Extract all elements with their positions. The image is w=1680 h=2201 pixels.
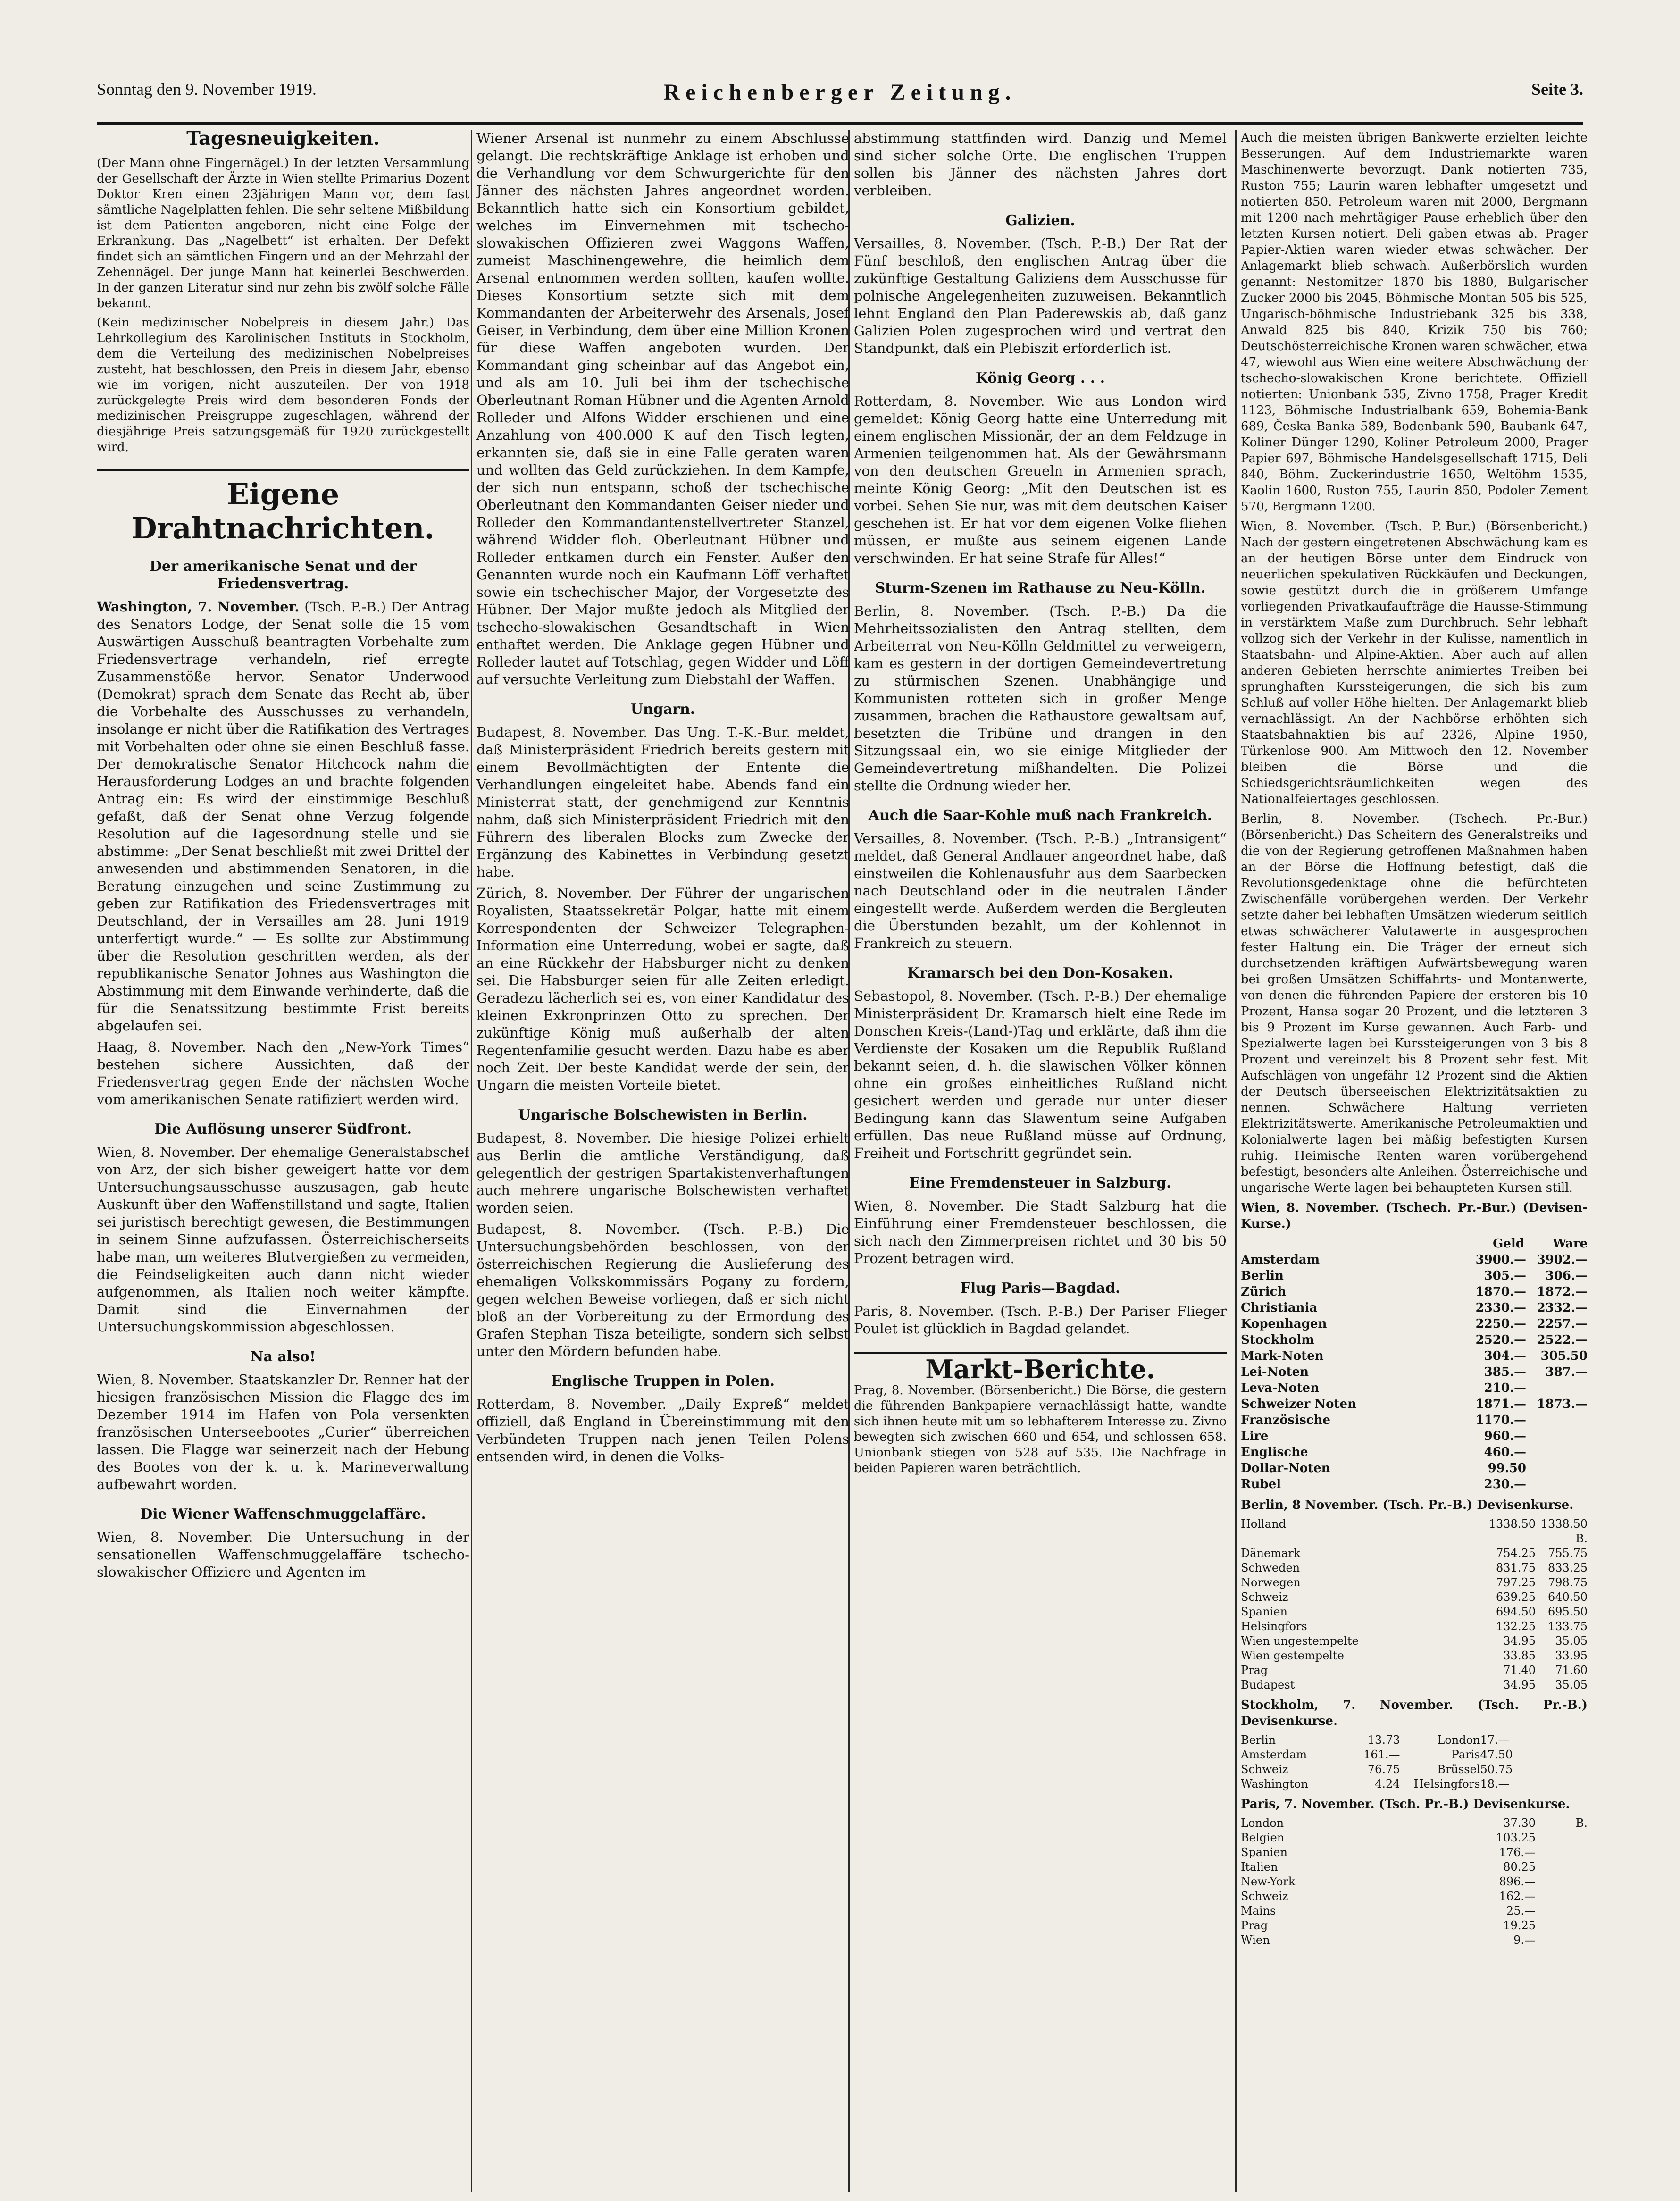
rate-value: 162.— [1499, 1890, 1536, 1903]
newspaper-title: Reichenberger Zeitung. [663, 80, 1017, 105]
rate-ware [1526, 1476, 1588, 1492]
rate-row [1241, 1933, 1588, 1948]
rates-header-geld: Geld [1493, 1237, 1524, 1251]
column-1 [97, 130, 469, 2187]
article-prag-boerse-cont: Auch die meisten übrigen Bankwerte erzielten leichte Besserungen. Auf dem Industriemarkte waren Maschinenwerte bevorzugt. Dank notierten 735, Ruston 755; Laurin waren lebhafter umgesetzt und notierten 850. Petroleum waren mit 2000, Bergmann mit 1200 nach mehrtägiger Pause erheblich über den letzten Kursen notiert. Deli gaben etwas ab. Prager Papier-Aktien waren wieder etwas schwächer. Der Anlagemarkt blieb schwach. Außerbörslich wurden genannt: Nestomitzer 1870 bis 1880, Bulgarischer Zucker 2000 bis 2045, Böhmische Montan 505 bis 525, Ungarisch-böhmische Industriebank 325 bis 338, Anwald 825 bis 840, Krizik 750 bis 760; Deutschösterreichische Kronen waren schwächer, etwa 47, wiewohl aus Wien eine weitere Abschwächung der tschecho-slowakischen Krone berichtete. Offiziell notierten: Unionbank 535, Zivno 1758, Prager Kredit 1123, Böhmische Industrialbank 659, Bohemia-Bank 689, Česka Banka 589, Bodenbank 590, Baubank 647, Koliner Dünger 1290, Koliner Petroleum 2000, Prager Papier 697, Böhmische Handelsgesellschaft 1715, Deli 840, Böhm. Zuckerindustrie 1650, Weltöhm 1535, Kaolin 1600, Ruston 755, Laurin 850, Podoler Zement 570, Bergmann 1200. [1241, 131, 1588, 514]
rate-row [1241, 1663, 1588, 1678]
headline-devisen-stockholm: Stockholm, 7. November. (Tsch. Pr.-B.) Devisenkurse. [1241, 1698, 1588, 1728]
article-suedfront: Wien, 8. November. Der ehemalige Generalstabschef von Arz, der sich bisher geweigert hatte vor dem Untersuchungsausschusse auszusagen, gab heute Auskunft über den Waffenstillstand und sagte, Italien sei juristisch berechtigt gewesen, die Bestimmungen in seinem Sinne aufzufassen. Österreichischerseits habe man, um weiteres Blutvergießen zu vermeiden, die Feindseligkeiten auch dann nicht wieder aufgenommen, als Italien noch weiter kämpfte. Damit sind die Einvernahmen der Untersuchungskommission abgeschlossen. [97, 1144, 469, 1335]
rate-value: 37.30 [1503, 1816, 1536, 1830]
rate-ware [1526, 1460, 1588, 1476]
article-ungarn: Budapest, 8. November. Das Ung. T.-K.-Bur. meldet, daß Ministerpräsident Friedrich bereits gestern mit einem Bevollmächtigten der Entente die Verhandlungen eingeleitet habe. Abends fand ein Ministerrat statt, der genehmigend zur Kenntnis nahm, daß sich Ministerpräsident Friedrich mit den Führern des liberalen Blocks zum Zwecke der Ergänzung des Kabinettes in Verbindung gesetzt habe. [476, 724, 849, 880]
rate-row [1241, 1476, 1588, 1492]
rate-row [1241, 1845, 1588, 1860]
headline-polen: Englische Truppen in Polen. [551, 1373, 775, 1389]
rate-value: 35.05 [1555, 1678, 1588, 1691]
rate-name: Englische [1241, 1445, 1308, 1459]
article-nobelpreis: (Kein medizinischer Nobelpreis in diesem Jahr.) Das Lehrkollegium des Karolinischen Instituts in Stockholm, dem die Verteilung des medizinischen Nobelpreises zusteht, hat beschlossen, den Preis in diesem Jahr, ebenso wie im vorigen, nicht auszuteilen. Der von 1918 zurückgelegte Preis wird dem besonderen Fonds der medizinischen Preisgruppe zugeschlagen, während der diesjährige Preis satzungsgemäß für 1920 zurückgestellt wird. [97, 316, 469, 454]
headline-suedfront: Die Auflösung unserer Südfront. [154, 1121, 412, 1138]
rate-name: Spanien [1241, 1605, 1287, 1618]
rate-value: B. [1575, 1816, 1588, 1830]
rate-row [1241, 1831, 1588, 1845]
rate-name: Wien [1241, 1933, 1270, 1947]
issue-date: Sonntag den 9. November 1919. [97, 80, 317, 99]
rate-row [1241, 1412, 1588, 1428]
rate-name: Helsingfors [1413, 1777, 1480, 1791]
rate-name: Dollar-Noten [1241, 1461, 1330, 1475]
rate-value: 18.— [1480, 1777, 1510, 1791]
rates-table-berlin [1241, 1517, 1588, 1692]
rate-row [1241, 1380, 1588, 1396]
rate-value: 9.— [1513, 1933, 1536, 1947]
rate-geld: 2250.— [1475, 1317, 1526, 1331]
rate-row [1241, 1284, 1588, 1300]
rate-row [1241, 1460, 1588, 1476]
rate-geld: 99.50 [1488, 1461, 1526, 1475]
article-saar-kohle: Versailles, 8. November. (Tsch. P.-B.) „Intransigent“ meldet, daß General Andlauer angeordnet habe, daß einstweilen die Kohlenausfuhr aus dem Saarbecken nach Deutschland oder in die neutralen Länder eingestellt werde. Außerdem werden die Bergleuten die Überstunden bezahlt, um der Kohlennot in Frankreich zu steuern. [854, 830, 1227, 951]
section-heading-markt-berichte: Markt-Berichte. [854, 1352, 1227, 1378]
article-kramarsch: Sebastopol, 8. November. (Tsch. P.-B.) Der ehemalige Ministerpräsident Dr. Kramarsch hielt eine Rede im Donschen Kreis-(Land-)Tag und erklärte, daß ihm die Verdienste der Kosaken um die Republik Rußland bekannt seien, d. h. die slawischen Völker können ohne ein großes einheitliches Rußland nicht gesichert werden und gerade nur unter dieser Bedingung kann das Slawentum seine Aufgaben erfüllen. Das neue Rußland müsse auf Ordnung, Freiheit und Fortschritt gegründet sein. [854, 988, 1227, 1161]
headline-koenig-georg: König Georg . . . [975, 370, 1105, 386]
rate-row [1241, 1875, 1588, 1889]
rate-row [1241, 1777, 1588, 1791]
rate-ware: 1873.— [1537, 1397, 1588, 1411]
column-4 [1241, 130, 1588, 2187]
rate-name: Zürich [1241, 1285, 1287, 1299]
article-polen-cont: abstimmung stattfinden wird. Danzig und Memel sind sicher solche Orte. Die englischen Truppen sollen bis Jänner des nächsten Jahres dort verbleiben. [854, 130, 1227, 199]
rate-row [1241, 1268, 1588, 1284]
rate-row [1241, 1748, 1588, 1762]
rate-value: 17.— [1480, 1733, 1510, 1747]
rate-value: 695.50 [1548, 1605, 1588, 1618]
article-polen: Rotterdam, 8. November. „Daily Expreß“ meldet offiziell, daß England in Übereinstimmung mit den Verbündeten Truppen nach jenen Teilen Polens entsenden wird, in denen die Volks- [476, 1396, 849, 1465]
rate-value: 639.25 [1496, 1590, 1536, 1604]
headline-waffenschmuggel: Die Wiener Waffenschmuggelaffäre. [140, 1506, 426, 1523]
article-flug: Paris, 8. November. (Tsch. P.-B.) Der Pariser Flieger Poulet ist glücklich in Bagdad gelandet. [854, 1303, 1227, 1337]
rate-name: Kopenhagen [1241, 1317, 1327, 1331]
rate-geld: 230.— [1484, 1477, 1526, 1491]
column-2 [476, 130, 849, 2187]
rate-value: 831.75 [1496, 1561, 1536, 1574]
rate-name: Berlin [1241, 1269, 1284, 1283]
rate-name: London [1241, 1816, 1284, 1830]
rate-name: Budapest [1241, 1678, 1295, 1691]
rate-name: Prag [1241, 1664, 1268, 1677]
rates-table-stockholm [1241, 1733, 1588, 1791]
rate-row [1241, 1619, 1588, 1634]
rate-name: London [1437, 1733, 1480, 1747]
rate-row [1241, 1904, 1588, 1918]
rate-name: Schweiz [1241, 1590, 1288, 1604]
rate-value [1536, 1831, 1588, 1845]
article-waffenschmuggel: Wien, 8. November. Die Untersuchung in der sensationellen Waffenschmuggelaffäre tschecho-slowakischer Offiziere und Agenten im [97, 1529, 469, 1580]
headline-senat: Der amerikanische Senat und der Friedensvertrag. [150, 558, 417, 592]
rate-geld: 1871.— [1475, 1397, 1526, 1411]
headline-kramarsch: Kramarsch bei den Don-Kosaken. [907, 965, 1174, 981]
article-koenig-georg: Rotterdam, 8. November. Wie aus London wird gemeldet: König Georg hatte eine Unterredung mit einem englischen Missionär, der an dem Feldzuge in Armenien teilgenommen hat. Als der Gewährsmann von den deutschen Greueln in Armenien sprach, meinte König Georg: „Mit den Deutschen ist es vorbei. Sehen Sie nur, was mit dem deutschen Kaiser geschehen ist. Er hat vor dem eigenen Volke fliehen müssen, er mußte aus seinem eigenen Lande verschwinden. Er hat seine Strafe für Alles!“ [854, 393, 1227, 566]
rate-ware [1526, 1380, 1588, 1396]
rate-row [1241, 1762, 1588, 1777]
rate-ware: 306.— [1545, 1269, 1588, 1283]
rate-value [1536, 1860, 1588, 1875]
rates-header-ware: Ware [1552, 1237, 1588, 1251]
rate-value: 25.— [1506, 1904, 1536, 1917]
article-haag: Haag, 8. November. Nach den „New-York Times“ bestehen sichere Aussichten, daß der Friedensvertrag gegen Ende der nächsten Woche vom amerikanischen Senate ratifiziert werden wird. [97, 1039, 469, 1107]
rate-name: Schweiz [1241, 1890, 1288, 1903]
section-heading-tagesneuigkeiten: Tagesneuigkeiten. [186, 130, 380, 150]
headline-galizien: Galizien. [1005, 212, 1075, 229]
rate-value: 19.25 [1503, 1919, 1536, 1932]
rate-ware [1526, 1444, 1588, 1460]
rate-value: 132.25 [1496, 1620, 1536, 1633]
rate-name: Italien [1241, 1860, 1278, 1874]
rate-value: 161.— [1363, 1748, 1400, 1761]
headline-fremdensteuer: Eine Fremdensteuer in Salzburg. [909, 1175, 1171, 1191]
rate-row [1241, 1517, 1588, 1546]
article-zuerich: Zürich, 8. November. Der Führer der ungarischen Royalisten, Staatssekretär Polgar, hatte mit einem Korrespondenten der Schweizer Telegraphen-Information eine Unterredung, wobei er sagte, daß an eine Rückkehr der Habsburger nicht zu denken sei. Die Habsburger seien für alle Zeiten erledigt. Geradezu lächerlich sei es, von einer Kandidatur des kleinen Exkronprinzen Otto zu sprechen. Der zukünftige König muß außerhalb der alten Regentenfamilie gesucht werden. Dazu habe es aber noch Zeit. Der beste Kandidat werde der sein, der Ungarn die meisten Vorteile bietet. [476, 885, 849, 1093]
rate-name: Belgien [1241, 1831, 1285, 1844]
rate-name: Berlin [1241, 1733, 1276, 1747]
rate-value: 694.50 [1496, 1605, 1536, 1618]
headline-bolschewisten: Ungarische Bolschewisten in Berlin. [518, 1107, 808, 1123]
article-bolschewisten-2: Budapest, 8. November. (Tsch. P.-B.) Die Untersuchungsbehörden beschlossen, von der österreichischen Regierung die Auslieferung des ehemaligen Volkskommissärs Pogany zu fordern, gegen welchen Beweise vorliegen, daß er sich nicht bloß an der Vorbereitung zu der Ermordung des Grafen Stephan Tisza beteiligte, sondern sich selbst unter den Mördern befunden habe. [476, 1221, 849, 1359]
rate-row [1241, 1428, 1588, 1444]
rate-name: Schweden [1241, 1561, 1300, 1574]
rate-row [1241, 1649, 1588, 1663]
headline-saar-kohle: Auch die Saar-Kohle muß nach Frankreich. [868, 807, 1212, 824]
rate-value: 4.24 [1375, 1777, 1400, 1791]
rates-header [1241, 1236, 1588, 1252]
rate-name: Norwegen [1241, 1576, 1301, 1589]
rate-row [1241, 1316, 1588, 1332]
rate-value: 34.95 [1503, 1678, 1536, 1691]
rate-value [1536, 1918, 1588, 1933]
article-berlin-boerse: Berlin, 8. November. (Tschech. Pr.-Bur.) (Börsenbericht.) Das Scheitern des Generalstreiks und die von der Regierung getroffenen Maßnahmen haben an der Börse die Hoffnung befestigt, daß die Revolutionsgedenktage ohne die befürchteten Zwischenfälle vorübergehen werden. Der Verkehr setzte daher bei lebhaften Umsätzen wiederum seitlich etwas schwächerer Valutawerte in ausgesprochen fester Haltung ein. Die Träger der erneut sich durchsetzenden kräftigen Aufwärtsbewegung waren bei großen Umsätzen Schiffahrts- und Montanwerte, von denen die führenden Papiere der ersteren bis 10 Prozent, Hansa sogar 20 Prozent, und die letzteren 3 bis 9 Prozent im Kurse gewannen. Auch Farb- und Spezialwerte lagen bei Kurssteigerungen von 3 bis 8 Prozent und vereinzelt bis 8 Prozent sehr fest. Mit Aufschlägen von ungefähr 12 Prozent sind die Aktien der Deutsch überseeischen Elektrizitätsaktien zu nennen. Schwächere Haltung verrieten Elektrizitätswerte. Amerikanische Petroleumaktien und Kolonialwerte lagen bei mäßig befestigten Kursen ruhig. Heimische Renten waren vorübergehend befestigt, besonders alte Anleihen. Österreichische und ungarische Werte lagen bei behaupteten Kursen still. [1241, 812, 1588, 1195]
rate-name: Helsingfors [1241, 1620, 1307, 1633]
rate-name: Washington [1241, 1777, 1308, 1791]
rate-value: 50.75 [1480, 1763, 1513, 1776]
rate-row [1241, 1634, 1588, 1649]
rate-value: 71.60 [1555, 1664, 1588, 1677]
rate-geld: 2520.— [1475, 1333, 1526, 1347]
article-wien-boerse: Wien, 8. November. (Tsch. P.-Bur.) (Börsenbericht.) Nach der gestern eingetretenen Abschwächung kam es an der heutigen Börse unter dem Eindruck von neuerlichen spekulativen Rückkäufen und Deckungen, sowie gestützt durch die in größerem Umfange vorliegenden Privatkaufaufträge die Hausse-Stimmung in verstärktem Maße zum Durchbruch. Sehr lebhaft vollzog sich der Verkehr in der Kulisse, namentlich in Staatsbahn- und Alpine-Aktien. Aber auch auf allen anderen Gebieten herrschte animiertes Treiben bei sprunghaften Kurssteigerungen, die sich bis zum Schluß auf voller Höhe hielten. Der Anlagemarkt blieb vernachlässigt. An der Nachbörse erhöhten sich Staatsbahnaktien bis auf 2326, Alpine 1950, Türkenlose 900. Am Mittwoch den 12. November bleiben die Börse und die Schiedsgerichtsräumlichkeiten wegen des Nationalfeiertages geschlossen. [1241, 519, 1588, 806]
rate-name: Christiania [1241, 1301, 1318, 1315]
rate-name: Amsterdam [1241, 1748, 1307, 1761]
article-na-also: Wien, 8. November. Staatskanzler Dr. Renner hat der hiesigen französischen Mission die Flagge des im Dezember 1914 im Hafen von Pola versenkten französischen Unterseebootes „Curier“ überreichen lassen. Die Flagge war seinerzeit nach der Hebung des Bootes von der k. u. k. Marineverwaltung aufbewahrt worden. [97, 1372, 469, 1492]
rate-name: Wien ungestempelte [1241, 1634, 1359, 1648]
rate-ware [1526, 1428, 1588, 1444]
rate-ware: 387.— [1545, 1365, 1588, 1379]
article-neu-koelln: Berlin, 8. November. (Tsch. P.-B.) Da die Mehrheitssozialisten den Antrag stellten, dem Arbeiterrat von Neu-Kölln Geldmittel zu verweigern, kam es gestern in der dortigen Gemeindevertretung zu stürmischen Szenen. Unabhängige und Kommunisten rotteten sich in großer Menge zusammen, brachen die Rathaustore gewaltsam auf, besetzten die Tribüne und drangen in den Sitzungssaal ein, wo sie einige Mitglieder der Gemeindevertretung mißhandelten. Die Polizei stellte die Ordnung wieder her. [854, 603, 1227, 794]
rate-value [1536, 1904, 1588, 1918]
article-fingernaegel: (Der Mann ohne Fingernägel.) In der letzten Versammlung der Gesellschaft der Ärzte in Wien stellte Primarius Dozent Doktor Kren einen 23jährigen Mann vor, dem fast sämtliche Nagelplatten fehlen. Die sehr seltene Mißbildung ist dem Patienten angeboren, nicht eine Folge der Erkrankung. Das „Nagelbett“ ist erhalten. Der Defekt findet sich an sämtlichen Fingern und an der Mehrzahl der Zehennägel. Der junge Mann hat keinerlei Beschwerden. In der ganzen Literatur sind nur zehn bis zwölf solche Fälle bekannt. [97, 156, 469, 310]
rate-name: Leva-Noten [1241, 1381, 1320, 1395]
rate-name: Stockholm [1241, 1333, 1314, 1347]
rate-geld: 1170.— [1475, 1413, 1526, 1427]
headline-na-also: Na also! [250, 1348, 316, 1365]
rate-row [1241, 1561, 1588, 1575]
rate-value: 13.73 [1367, 1733, 1400, 1747]
rate-geld: 304.— [1484, 1349, 1526, 1363]
rate-geld: 3900.— [1475, 1253, 1526, 1267]
rate-value: 33.95 [1555, 1649, 1588, 1662]
rate-name: Schweiz [1241, 1763, 1288, 1776]
article-waffenschmuggel-cont: Wiener Arsenal ist nunmehr zu einem Abschlusse gelangt. Die rechtskräftige Anklage ist erhoben und die Verhandlung vor dem Schwurgerichte für den Jänner des nächsten Jahres angeordnet worden. Bekanntlich hatte sich ein Konsortium gebildet, welches im Einvernehmen mit tschecho-slowakischen Offizieren zwei Waggons Waffen, zumeist Maschinengewehre, die heimlich dem Arsenal entnommen werden sollten, kaufen wollte. Dieses Konsortium setzte sich mit dem Kommandanten der Arbeiterwehr des Arsenals, Josef Geiser, in Verbindung, dem über eine Million Kronen für diese Waffen angeboten wurden. Der Kommandant ging scheinbar auf das Angebot ein, und als am 10. Juli bei ihm der tschechische Oberleutnant Roman Hübner und die Agenten Arnold Rolleder und Alfons Widder erschienen und eine Anzahlung von 400.000 K auf den Tisch legten, erkannten sie, daß sie in eine Falle geraten waren und wollten das Geld zurückziehen. In dem Kampfe, der sich nun entspann, schoß der tschechische Oberleutnant den Kommandanten Geiser nieder und Rolleder den Kommandantenstellvertreter Stanzel, während Widder floh. Oberleutnant Hübner und Rolleder entkamen durch ein Fenster. Außer den Genannten wurde noch ein Kaufmann Löff verhaftet sowie ein tschechischer Major, der Vorgesetzte des Hübner. Der Major mußte jedoch als Mitglied der tschecho-slowakischen Gesandtschaft in Wien enthaftet werden. Die Anklage gegen Hübner und Rolleder lautet auf Totschlag, gegen Widder und Löff auf versuchte Verleitung zum Diebstahl der Waffen. [476, 130, 849, 687]
rate-row [1241, 1396, 1588, 1412]
rate-geld: 210.— [1484, 1381, 1526, 1395]
rate-name: Dänemark [1241, 1547, 1301, 1560]
rate-value: 71.40 [1503, 1664, 1536, 1677]
rate-value: 1338.50 B. [1540, 1517, 1588, 1545]
headline-flug: Flug Paris—Bagdad. [960, 1280, 1120, 1297]
rate-ware: 3902.— [1537, 1253, 1588, 1267]
rate-name: Spanien [1241, 1846, 1287, 1859]
rate-row [1241, 1918, 1588, 1933]
rate-value: 103.25 [1496, 1831, 1536, 1844]
article-senat [97, 598, 469, 1035]
masthead [97, 79, 1583, 117]
article-bolschewisten-1: Budapest, 8. November. Die hiesige Polizei erhielt aus Berlin die amtliche Verständigung, daß gelegentlich der gestrigen Spartakistenverhaftungen auch mehrere ungarische Bolschewisten verhaftet worden seien. [476, 1130, 849, 1216]
headline-ungarn: Ungarn. [630, 701, 695, 718]
rate-name: Mark-Noten [1241, 1349, 1324, 1363]
article-fremdensteuer: Wien, 8. November. Die Stadt Salzburg hat die Einführung einer Fremdensteuer beschlossen, die sich nach den Zimmerpreisen richtet und 30 bis 50 Prozent betragen wird. [854, 1198, 1227, 1266]
rate-row [1241, 1678, 1588, 1692]
headline-devisen-paris: Paris, 7. November. (Tsch. Pr.-B.) Devisenkurse. [1241, 1797, 1570, 1811]
rate-value: 176.— [1499, 1846, 1536, 1859]
rate-value: 755.75 [1548, 1547, 1588, 1560]
rate-row [1241, 1860, 1588, 1875]
headline-neu-koelln: Sturm-Szenen im Rathause zu Neu-Kölln. [875, 580, 1206, 596]
rate-row [1241, 1332, 1588, 1348]
rate-name: Rubel [1241, 1477, 1281, 1491]
column-divider [1235, 130, 1237, 2192]
rate-geld: 460.— [1484, 1445, 1526, 1459]
rate-row [1241, 1889, 1588, 1904]
rate-value [1536, 1875, 1588, 1889]
dateline: Washington, 7. November. [97, 599, 300, 615]
rate-value: 797.25 [1496, 1576, 1536, 1589]
article-galizien: Versailles, 8. November. (Tsch. P.-B.) Der Rat der Fünf beschloß, den englischen Antrag über die zukünftige Gestaltung Galiziens dem Ausschusse für polnische Angelegenheiten zuzuweisen. Bekanntlich lehnt England den Plan Paderewskis ab, daß ganz Galizien Polen zugesprochen wird und vertrat den Standpunkt, daß ein Plebiszit erforderlich ist. [854, 235, 1227, 356]
rate-name: Wien gestempelte [1241, 1649, 1344, 1662]
rate-value: 896.— [1499, 1875, 1536, 1888]
rate-name: Brüssel [1437, 1763, 1480, 1776]
rate-row [1241, 1252, 1588, 1268]
rate-row [1241, 1348, 1588, 1364]
rate-value: 833.25 [1548, 1561, 1588, 1574]
rate-value: 47.50 [1480, 1748, 1513, 1761]
rate-row [1241, 1575, 1588, 1590]
rate-geld: 305.— [1484, 1269, 1526, 1283]
rate-value [1536, 1845, 1588, 1860]
rate-name: New-York [1241, 1875, 1296, 1888]
rate-geld: 2330.— [1475, 1301, 1526, 1315]
rate-value: 640.50 [1548, 1590, 1588, 1604]
rate-name: Lire [1241, 1429, 1269, 1443]
rate-value [1536, 1933, 1588, 1948]
rate-row [1241, 1733, 1588, 1748]
article-body: (Tsch. P.-B.) Der Antrag des Senators Lodge, der Senat solle die 15 vom Auswärtigen Ausschuß beantragten Vorbehalte zum Friedensvertrage verhandeln, rief erregte Zusammenstöße hervor. Senator Underwood (Demokrat) sprach dem Senate das Recht ab, über die Vorbehalte des Ausschusses zu verhandeln, insolange er nicht über die Ratifikation des Vertrages mit Vorbehalten oder ohne sie einen Beschluß fasse. Der demokratische Senator Hitchcock nahm die Herausforderung Lodges an und brachte folgenden Antrag ein: Es wird der einstimmige Beschluß gefaßt, daß der Senat ohne Verzug folgende Resolution auf die Tagesordnung stelle und sie abstimme: „Der Senat beschließt mit zwei Drittel der anwesenden und abstimmenden Senatoren, in die Beratung einzugehen und seine Zustimmung zu geben zur Ratifikation des Friedensvertrages mit Deutschland, der in Versailles am 28. Juni 1919 unterfertigt wurde.“ — Es sollte zur Abstimmung über die Resolution geschritten werden, als der republikanische Senator Johnes aus Washington die Abstimmung mit dem Einwande verhinderte, daß die für die Senatssitzung bestimmte Frist bereits abgelaufen sei. [97, 599, 469, 1034]
rate-ware: 305.50 [1540, 1349, 1588, 1363]
rate-ware: 2332.— [1537, 1301, 1588, 1315]
rate-value: 35.05 [1555, 1634, 1588, 1648]
rate-ware: 2257.— [1537, 1317, 1588, 1331]
masthead-rule [97, 122, 1583, 125]
rate-name: Französische [1241, 1413, 1330, 1427]
rate-geld: 1870.— [1475, 1285, 1526, 1299]
rate-ware: 2522.— [1537, 1333, 1588, 1347]
rate-name: Prag [1241, 1919, 1268, 1932]
rate-name: Paris [1451, 1748, 1480, 1761]
headline-devisen-berlin: Berlin, 8 November. (Tsch. Pr.-B.) Devisenkurse. [1241, 1498, 1574, 1512]
rate-value [1536, 1889, 1588, 1904]
rate-name: Schweizer Noten [1241, 1397, 1356, 1411]
headline-devisen-wien: Wien, 8. November. (Tschech. Pr.-Bur.) (Devisen-Kurse.) [1241, 1201, 1588, 1231]
rate-row [1241, 1364, 1588, 1380]
rate-value: 76.75 [1367, 1763, 1400, 1776]
rates-table-wien [1241, 1252, 1588, 1492]
rate-value: 798.75 [1548, 1576, 1588, 1589]
rate-value: 1338.50 [1488, 1517, 1536, 1531]
rate-ware: 1872.— [1537, 1285, 1588, 1299]
rate-row [1241, 1816, 1588, 1831]
rate-row [1241, 1300, 1588, 1316]
column-divider [471, 130, 472, 2192]
rate-row [1241, 1590, 1588, 1605]
rate-name: Amsterdam [1241, 1253, 1320, 1267]
rates-table-paris [1241, 1816, 1588, 1948]
rate-name: Holland [1241, 1517, 1286, 1531]
section-heading-drahtnachrichten: Eigene Drahtnachrichten. [97, 469, 469, 545]
rate-value: 33.85 [1503, 1649, 1536, 1662]
column-3 [854, 130, 1227, 2187]
rate-geld: 385.— [1484, 1365, 1526, 1379]
rate-name: Lei-Noten [1241, 1365, 1309, 1379]
rate-ware [1526, 1412, 1588, 1428]
rate-value: 80.25 [1503, 1860, 1536, 1874]
rate-row [1241, 1605, 1588, 1619]
rate-name: Mains [1241, 1904, 1276, 1917]
rate-geld: 960.— [1484, 1429, 1526, 1443]
rate-value: 133.75 [1548, 1620, 1588, 1633]
rate-value: 754.25 [1496, 1547, 1536, 1560]
rate-row [1241, 1546, 1588, 1561]
article-prag-boerse: Prag, 8. November. (Börsenbericht.) Die Börse, die gestern die führenden Bankpapiere vernachlässigt hatte, wandte sich ihnen heute mit um so lebhafterem Interesse zu. Zivno bewegten sich zwischen 660 und 654, und schlossen 658. Unionbank stiegen von 528 auf 535. Die Nachfrage in beiden Papieren waren beträchtlich. [854, 1383, 1227, 1475]
rate-value: 34.95 [1503, 1634, 1536, 1648]
page-number: Seite 3. [1531, 80, 1583, 99]
rate-row [1241, 1444, 1588, 1460]
